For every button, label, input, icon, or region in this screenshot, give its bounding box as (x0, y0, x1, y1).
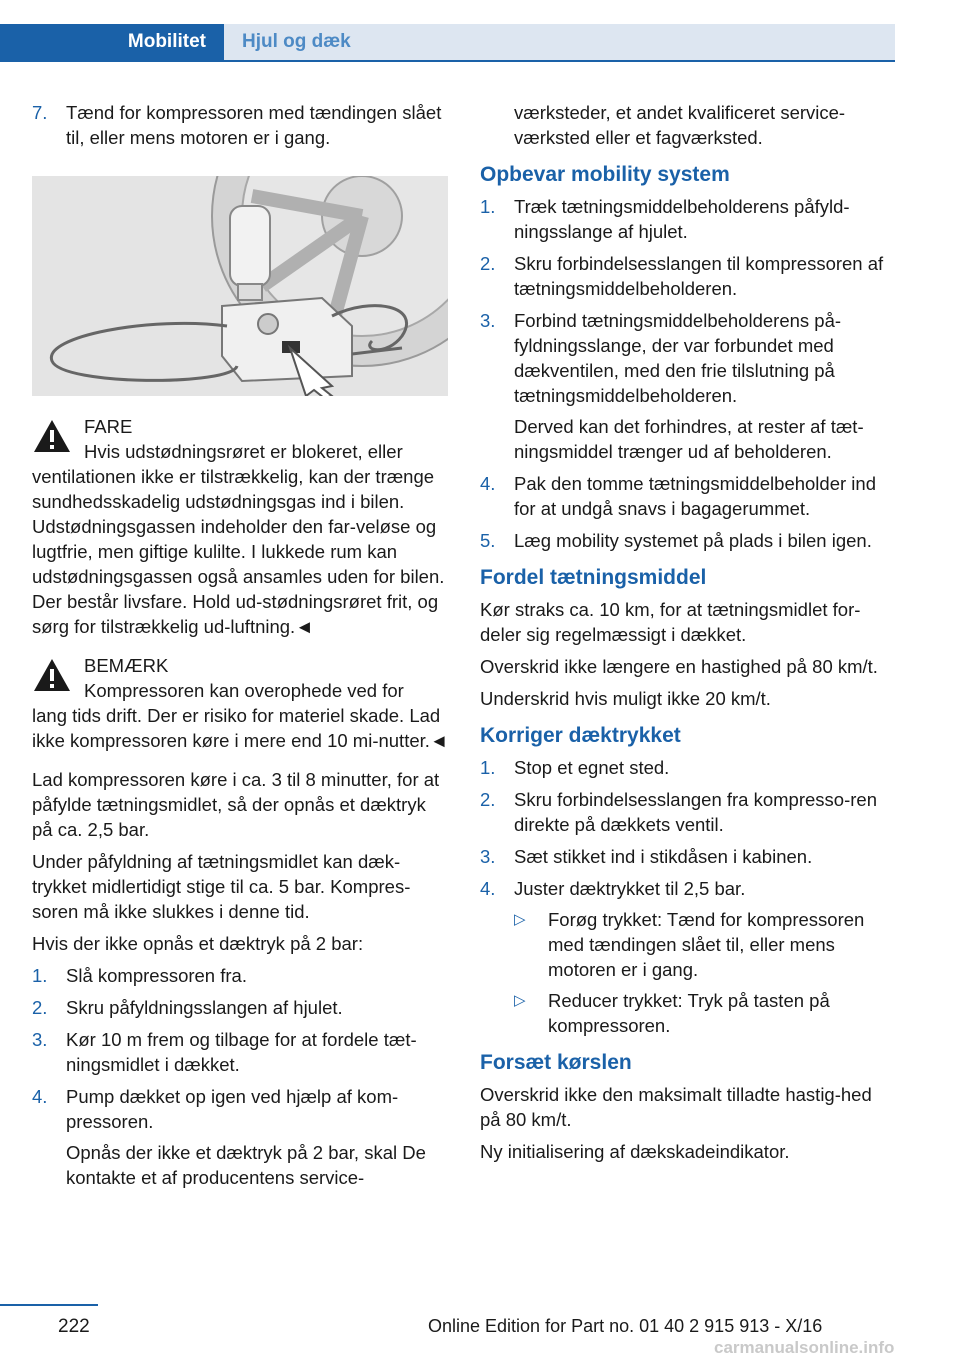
list-extra-text: Derved kan det forhindres, at rester af tæt-ningsmiddel trænger ud af beholderen. (514, 416, 864, 462)
list-text: Skru forbindelsesslangen til kompressoren af tætningsmiddelbeholderen. (514, 253, 884, 299)
list-text: Skru forbindelsesslangen fra kompresso-ren direkte på dækkets ventil. (514, 789, 877, 835)
warning-title: FARE (84, 416, 133, 437)
list-item (480, 308, 894, 464)
list-number: 2. (480, 253, 496, 274)
tab-hjul-og-daek[interactable]: Hjul og dæk (224, 24, 895, 60)
list-number: 1. (480, 196, 496, 217)
list-item (32, 100, 450, 150)
warning-first-line: Hvis udstødningsrøret er blokeret, eller (84, 441, 403, 462)
section-heading: Opbevar mobility system (480, 163, 730, 186)
list-item (480, 471, 894, 521)
list-text: Pump dækket op igen ved hjælp af kom-pressoren. (66, 1086, 399, 1132)
list-number: 5. (480, 530, 496, 551)
list-text: Tænd for kompressoren med tændingen slået til, eller mens motoren er i gang. (66, 102, 442, 148)
list-text: Kør 10 m frem og tilbage for at fordele tæt-ningsmidlet i dækket. (66, 1029, 417, 1075)
list-item (32, 1027, 450, 1077)
header (0, 0, 895, 62)
list-text: Slå kompressoren fra. (66, 965, 247, 986)
sub-list-text: Reducer trykket: Tryk på tasten på kompressoren. (548, 990, 830, 1036)
tab-mobilitet[interactable]: Mobilitet (0, 24, 224, 60)
paragraph: Lad kompressoren køre i ca. 3 til 8 minutter, for at påfylde tætningsmidlet, så der opnås et dæktryk på ca. 2,5 bar. (32, 769, 440, 840)
compressor-drawing (32, 176, 448, 396)
step-list-continued (32, 100, 450, 150)
danger-warning (32, 414, 450, 639)
list-text: Læg mobility systemet på plads i bilen igen. (514, 530, 872, 551)
list-number: 7. (32, 102, 48, 123)
notice-title: BEMÆRK (84, 655, 169, 676)
list-item (32, 1084, 450, 1190)
list-text: Stop et egnet sted. (514, 757, 670, 778)
step-list (32, 963, 450, 1190)
warning-body: ventilationen ikke er tilstrækkelig, kan der trænge sundhedsskadelig udstødningsgas ind i bilen. Udstødningsgassen indeholder den far-veløse og lugtfrie, men giftige kulilte. I lukkede rum kan udstødningsgassen også ansamles uden for bilen. Der består livsfare. Hold ud-stødningsrøret frit, og sørg for tilstrækkelig ud-luftning.◄ (32, 466, 445, 637)
notice-first-line: Kompressoren kan overophede ved for (84, 680, 404, 701)
step-list (480, 194, 894, 553)
list-text: Træk tætningsmiddelbeholderens påfyld-ningsslange af hjulet. (514, 196, 850, 242)
list-item (480, 251, 894, 301)
list-number: 1. (32, 965, 48, 986)
list-item (480, 787, 894, 837)
list-number: 3. (480, 310, 496, 331)
sub-list-item (514, 907, 894, 982)
list-extra-text: Opnås der ikke et dæktryk på 2 bar, skal De kontakte et af producentens service- (66, 1142, 426, 1188)
step-list (480, 755, 894, 1038)
section-heading: Forsæt kørslen (480, 1051, 632, 1074)
paragraph: Underskrid hvis muligt ikke 20 km/t. (480, 688, 771, 709)
section-heading: Fordel tætningsmiddel (480, 566, 707, 589)
list-number: 2. (32, 997, 48, 1018)
triangle-bullet-icon: ▷ (514, 992, 526, 1009)
continuation-text: værksteder, et andet kvalificeret service-værksted eller et fagværksted. (514, 102, 846, 148)
section-heading: Korriger dæktrykket (480, 724, 681, 747)
triangle-bullet-icon: ▷ (514, 911, 526, 928)
paragraph: Ny initialisering af dækskadeindikator. (480, 1141, 790, 1162)
paragraph: Kør straks ca. 10 km, for at tætningsmidlet for-deler sig regelmæssigt i dækket. (480, 599, 861, 645)
notice-body: lang tids drift. Der er risiko for materiel skade. Lad ikke kompressoren køre i mere end 10 mi-nutter.◄ (32, 705, 449, 751)
notice-warning (32, 653, 450, 753)
list-number: 1. (480, 757, 496, 778)
list-text: Juster dæktrykket til 2,5 bar. (514, 878, 746, 899)
list-number: 3. (480, 846, 496, 867)
list-text: Sæt stikket ind i stikdåsen i kabinen. (514, 846, 813, 867)
list-number: 4. (480, 473, 496, 494)
list-item (32, 995, 450, 1020)
list-number: 2. (480, 789, 496, 810)
paragraph: Hvis der ikke opnås et dæktryk på 2 bar: (32, 933, 364, 954)
paragraph: Overskrid ikke den maksimalt tilladte hastig-hed på 80 km/t. (480, 1084, 872, 1130)
list-number: 3. (32, 1029, 48, 1050)
paragraph: Under påfyldning af tætningsmidlet kan dæk-trykket midlertidigt stige til ca. 5 bar. Kompres-soren må ikke slukkes i denne tid. (32, 851, 411, 922)
list-number: 4. (32, 1086, 48, 1107)
header-divider (0, 60, 895, 62)
sub-list (514, 907, 894, 1038)
list-text: Forbind tætningsmiddelbeholderens på-fyldningsslange, der var forbundet med dækventilen, med den frie tilslutning på tætningsmiddelbeholderen. (514, 310, 842, 406)
edition-text: Online Edition for Part no. 01 40 2 915 913 - X/16 (428, 1316, 823, 1336)
warning-triangle-icon (32, 418, 72, 454)
right-column (480, 100, 894, 1171)
paragraph: Overskrid ikke længere en hastighed på 80 km/t. (480, 656, 878, 677)
list-text: Pak den tomme tætningsmiddelbeholder ind for at undgå snavs i bagagerummet. (514, 473, 876, 519)
list-number: 4. (480, 878, 496, 899)
list-item (480, 755, 894, 780)
list-item (480, 876, 894, 1038)
sub-list-text: Forøg trykket: Tænd for kompressoren med tændingen slået til, eller mens motoren er i gang. (548, 909, 865, 980)
left-column (32, 100, 450, 1197)
list-item (480, 194, 894, 244)
page-number: 222 (58, 1316, 90, 1337)
footer-divider (0, 1304, 98, 1306)
warning-triangle-icon (32, 657, 72, 693)
watermark: carmanualsonline.info (714, 1338, 895, 1357)
list-item (480, 528, 894, 553)
list-item (32, 963, 450, 988)
list-item (480, 844, 894, 869)
compressor-illustration (32, 176, 448, 396)
list-text: Skru påfyldningsslangen af hjulet. (66, 997, 343, 1018)
sub-list-item (514, 988, 894, 1038)
